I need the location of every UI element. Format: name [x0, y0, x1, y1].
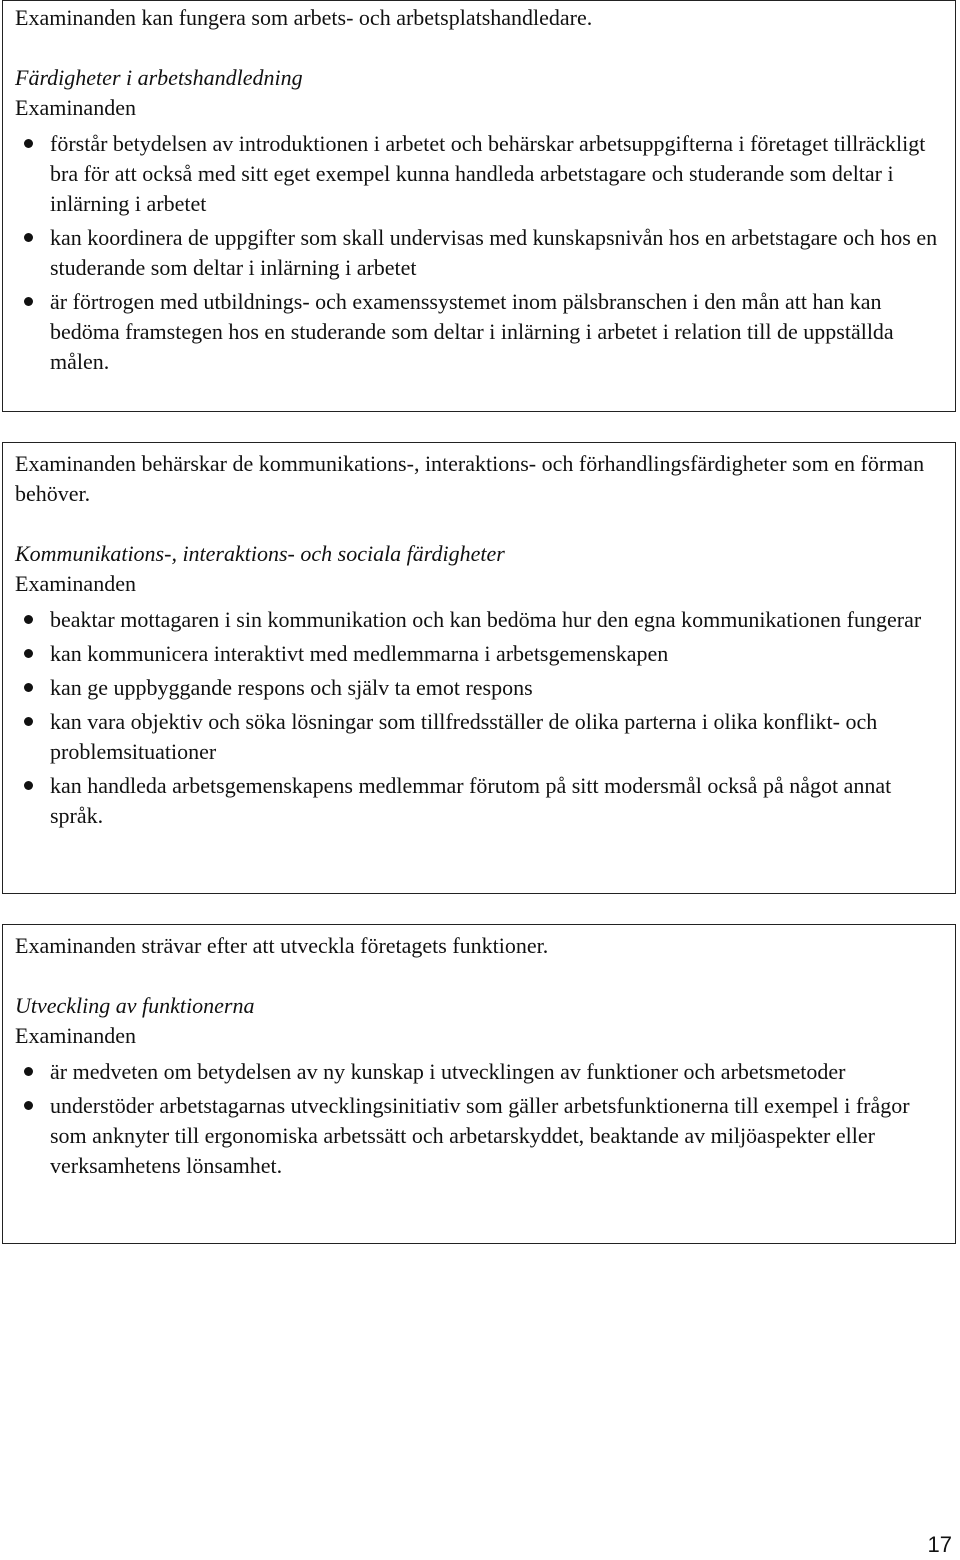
list-item	[15, 673, 945, 703]
bullet-icon	[24, 297, 33, 306]
list-item	[15, 287, 945, 377]
list-item	[15, 639, 945, 669]
list-item	[15, 605, 945, 635]
list-item-text: förstår betydelsen av introduktionen i arbetet och behärskar arbetsuppgifterna i företaget tillräckligt bra för att också med sitt eget exempel kunna handleda arbetstagare och studerande som deltar i inlärning i arbetet	[50, 131, 926, 216]
section-subject: Examinanden	[15, 571, 136, 596]
section-intro: Examinanden behärskar de kommunikations-, interaktions- och förhandlingsfärdigheter som en förman behöver.	[15, 451, 925, 506]
list-item	[15, 223, 945, 283]
section-heading: Kommunikations-, interaktions- och sociala färdigheter	[15, 541, 505, 566]
bullet-icon	[24, 1101, 33, 1110]
list-item-text: kan handleda arbetsgemenskapens medlemmar förutom på sitt modersmål också på något annat språk.	[50, 773, 892, 828]
list-item-text: kan koordinera de uppgifter som skall undervisas med kunskapsnivån hos en arbetstagare och hos en studerande som deltar i inlärning i arbetet	[50, 225, 938, 280]
bullet-icon	[24, 683, 33, 692]
bullet-icon	[24, 233, 33, 242]
criteria-box-development	[2, 924, 956, 1244]
bullet-icon	[24, 1067, 33, 1076]
bullet-icon	[24, 781, 33, 790]
criteria-list	[15, 129, 945, 377]
bullet-icon	[24, 717, 33, 726]
list-item	[15, 1057, 945, 1087]
criteria-list	[15, 1057, 945, 1181]
page-number: 17	[927, 1532, 952, 1557]
list-item-text: är medveten om betydelsen av ny kunskap i utvecklingen av funktioner och arbetsmetoder	[50, 1059, 846, 1084]
section-heading: Färdigheter i arbetshandledning	[15, 65, 303, 90]
list-item-text: understöder arbetstagarnas utvecklingsinitiativ som gäller arbetsfunktionerna till exempel i frågor som anknyter till ergonomiska arbetssätt och arbetarskyddet, beaktande av miljöaspekter eller verksamhetens lönsamhet.	[50, 1093, 910, 1178]
list-item-text: kan vara objektiv och söka lösningar som tillfredsställer de olika parterna i olika konflikt- och problemsituationer	[50, 709, 878, 764]
bullet-icon	[24, 649, 33, 658]
section-heading: Utveckling av funktionerna	[15, 993, 255, 1018]
list-item-text: beaktar mottagaren i sin kommunikation och kan bedöma hur den egna kommunikationen fungerar	[50, 607, 922, 632]
section-subject: Examinanden	[15, 95, 136, 120]
list-item	[15, 707, 945, 767]
list-item-text: är förtrogen med utbildnings- och examenssystemet inom pälsbranschen i den mån att han kan bedöma framstegen hos en studerande som deltar i inlärning i arbetet i relation till de uppställda målen.	[50, 289, 894, 374]
list-item	[15, 129, 945, 219]
bullet-icon	[24, 615, 33, 624]
list-item	[15, 771, 945, 831]
section-intro: Examinanden strävar efter att utveckla företagets funktioner.	[15, 933, 549, 958]
list-item-text: kan ge uppbyggande respons och själv ta emot respons	[50, 675, 533, 700]
section-intro: Examinanden kan fungera som arbets- och arbetsplatshandledare.	[15, 5, 593, 30]
criteria-box-communication	[2, 442, 956, 894]
section-subject: Examinanden	[15, 1023, 136, 1048]
list-item-text: kan kommunicera interaktivt med medlemmarna i arbetsgemenskapen	[50, 641, 669, 666]
bullet-icon	[24, 139, 33, 148]
list-item	[15, 1091, 945, 1181]
criteria-list	[15, 605, 945, 831]
criteria-box-supervision	[2, 0, 956, 412]
